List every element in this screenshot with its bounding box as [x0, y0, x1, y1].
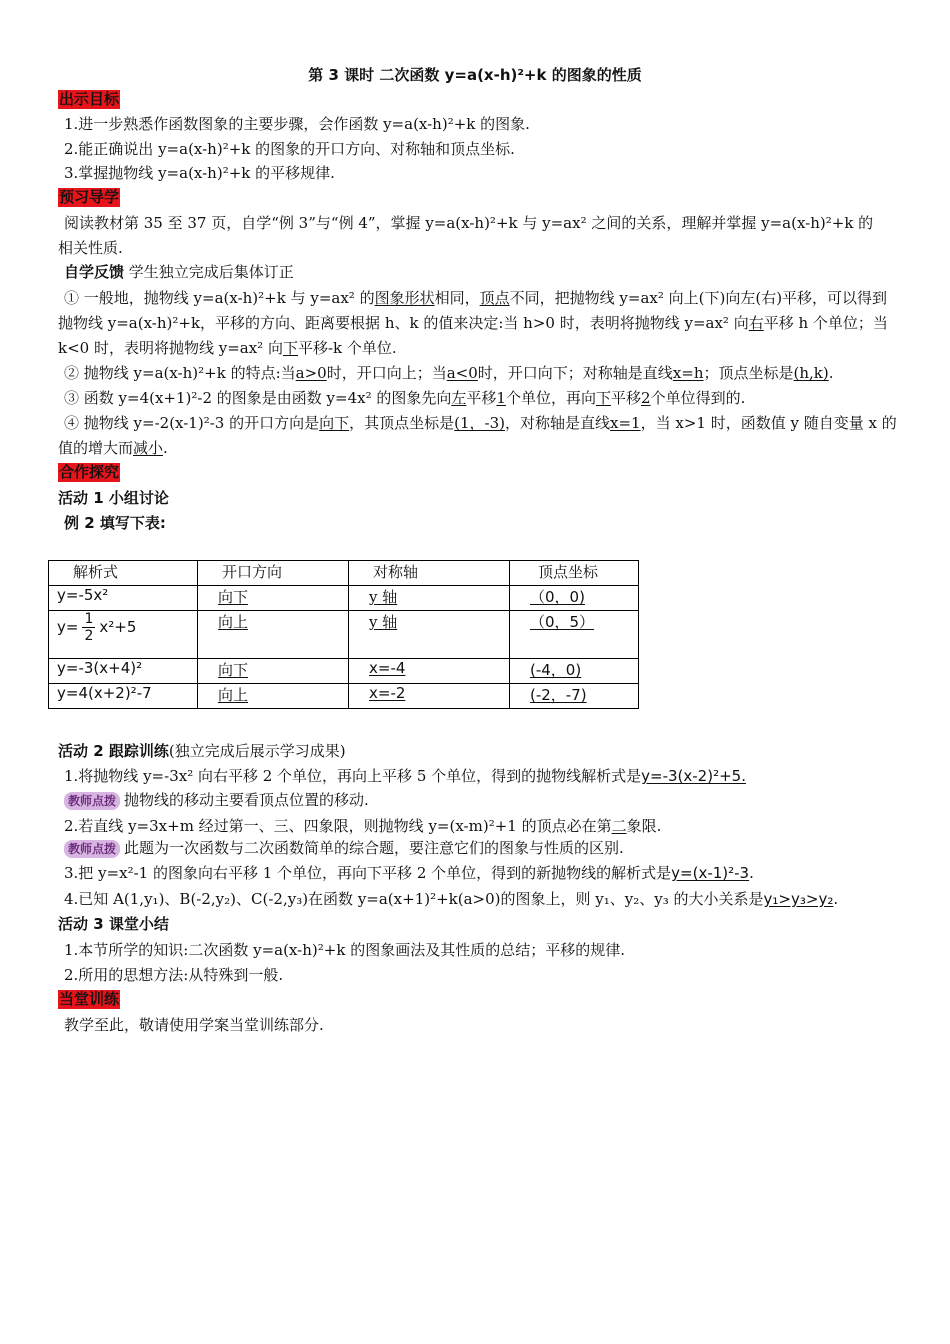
feedback-q2: ② 抛物线 y=a(x-h)²+k 的特点:当a>0时，开口向上；当a<0时，开口向下；对称轴是直线x=h；顶点坐标是(h,k). [64, 364, 834, 382]
table-cell-dir: 向下 [218, 588, 249, 606]
activity2-note: (独立完成后展示学习成果) [168, 742, 346, 760]
feedback-q1-line-b: 抛物线 y=a(x-h)²+k，平移的方向、距离要根据 h、k 的值来决定:当 h>0 时，表明将抛物线 y=ax² 向右平移 h 个单位；当 [58, 314, 888, 332]
table-cell-expr: y=4(x+2)²-7 [49, 684, 198, 709]
goal-3: 3.掌握抛物线 y=a(x-h)²+k 的平移规律. [64, 164, 335, 182]
practice-text: 教学至此，敬请使用学案当堂训练部分. [64, 1016, 324, 1034]
table-cell-vertex: （0，5） [530, 613, 595, 631]
table-cell-axis: x=-4 [369, 659, 406, 677]
activity2-q2: 2.若直线 y=3x+m 经过第一、三、四象限，则抛物线 y=(x-m)²+1 的顶点必在第二象限. [64, 817, 662, 835]
feedback-line [64, 262, 294, 282]
table-header: 解析式 [49, 561, 198, 586]
activity2-tip2: 教师点拨 此题为一次函数与二次函数简单的综合题，要注意它们的图象与性质的区别. [64, 838, 624, 858]
activity3-item-2: 2.所用的思想方法:从特殊到一般. [64, 966, 284, 984]
table-cell-expr: y=-3(x+4)² [49, 659, 198, 684]
feedback-q3: ③ 函数 y=4(x+1)²-2 的图象是由函数 y=4x² 的图象先向左平移1个单位，再向下平移2个单位得到的. [64, 389, 746, 407]
table-cell-axis: y 轴 [369, 588, 398, 606]
table-cell-vertex: （0，0) [530, 588, 585, 606]
table-row [49, 611, 639, 659]
table-header: 顶点坐标 [510, 561, 639, 586]
activity3-item-1: 1.本节所学的知识:二次函数 y=a(x-h)²+k 的图象画法及其性质的总结；平移的规律. [64, 941, 625, 959]
table-cell-dir: 向上 [218, 686, 249, 704]
table-row [49, 659, 639, 684]
teacher-tip-badge: 教师点拨 [64, 792, 120, 810]
feedback-q4-line-a: ④ 抛物线 y=-2(x-1)²-3 的开口方向是向下，其顶点坐标是(1，-3)，对称轴是直线x=1，当 x>1 时，函数值 y 随自变量 x 的 [64, 414, 897, 432]
table-header: 开口方向 [198, 561, 349, 586]
section-practice-tag: 当堂训练 [59, 990, 120, 1008]
goal-2: 2.能正确说出 y=a(x-h)²+k 的图象的开口方向、对称轴和顶点坐标. [64, 140, 515, 158]
activity3-title: 活动 3 课堂小结 [58, 915, 169, 933]
activity2-q3: 3.把 y=x²-1 的图象向右平移 1 个单位，再向下平移 2 个单位，得到的新抛物线的解析式是y=(x-1)²-3. [64, 864, 754, 882]
feedback-note: 学生独立完成后集体订正 [128, 263, 294, 281]
table-cell-axis: y 轴 [369, 613, 398, 631]
feedback-q1-line-a: ① 一般地，抛物线 y=a(x-h)²+k 与 y=ax² 的图象形状相同，顶点不同，把抛物线 y=ax² 向上(下)向左(右)平移，可以得到 [64, 289, 888, 307]
table-cell-axis: x=-2 [369, 684, 406, 702]
table-cell-expr: y= $\frac{1}{2}$ x²+5 [49, 611, 198, 659]
activity2-q4: 4.已知 A(1,y₁)、B(-2,y₂)、C(-2,y₃)在函数 y=a(x+1)²+k(a>0)的图象上，则 y₁、y₂、y₃ 的大小关系是y₁>y₃>y₂. [64, 890, 839, 908]
fraction-one-half: $\frac{1}{2}$ [84, 611, 94, 644]
table-cell-expr: y=-5x² [49, 586, 198, 611]
table-header-row [49, 561, 639, 586]
table-row [49, 586, 639, 611]
feedback-q4-line-b: 值的增大而减小. [58, 439, 168, 457]
activity2-q1: 1.将抛物线 y=-3x² 向右平移 2 个单位，再向上平移 5 个单位，得到的抛物线解析式是y=-3(x-2)²+5. [64, 767, 746, 785]
feedback-title: 自学反馈 [64, 263, 125, 281]
activity1-title: 活动 1 小组讨论 [58, 489, 169, 507]
activity2-title: 活动 2 跟踪训练 [58, 742, 169, 760]
preview-text-2: 相关性质. [58, 239, 123, 257]
activity1-example: 例 2 填写下表: [64, 514, 166, 532]
preview-text-1: 阅读教材第 35 至 37 页，自学“例 3”与“例 4”，掌握 y=a(x-h)²+k 与 y=ax² 之间的关系，理解并掌握 y=a(x-h)²+k 的 [64, 214, 874, 232]
table-cell-dir: 向下 [218, 661, 249, 679]
activity2-title-line [58, 741, 346, 761]
answer-table [48, 560, 639, 709]
table-header: 对称轴 [349, 561, 510, 586]
teacher-tip-badge: 教师点拨 [64, 840, 120, 858]
feedback-q1-line-c: k<0 时，表明将抛物线 y=ax² 向下平移-k 个单位. [58, 339, 397, 357]
section-goals-tag: 出示目标 [59, 90, 120, 108]
page-title: 第 3 课时 二次函数 y=a(x-h)²+k 的图象的性质 [308, 66, 642, 84]
section-preview-tag: 预习导学 [59, 188, 120, 206]
goal-1: 1.进一步熟悉作函数图象的主要步骤，会作函数 y=a(x-h)²+k 的图象. [64, 115, 530, 133]
table-row [49, 684, 639, 709]
table-cell-vertex: (-2，-7) [530, 686, 587, 704]
table-cell-dir: 向上 [218, 613, 249, 631]
activity2-tip1: 教师点拨 抛物线的移动主要看顶点位置的移动. [64, 790, 369, 810]
section-coop-tag: 合作探究 [59, 463, 120, 481]
table-cell-vertex: (-4，0) [530, 661, 582, 679]
